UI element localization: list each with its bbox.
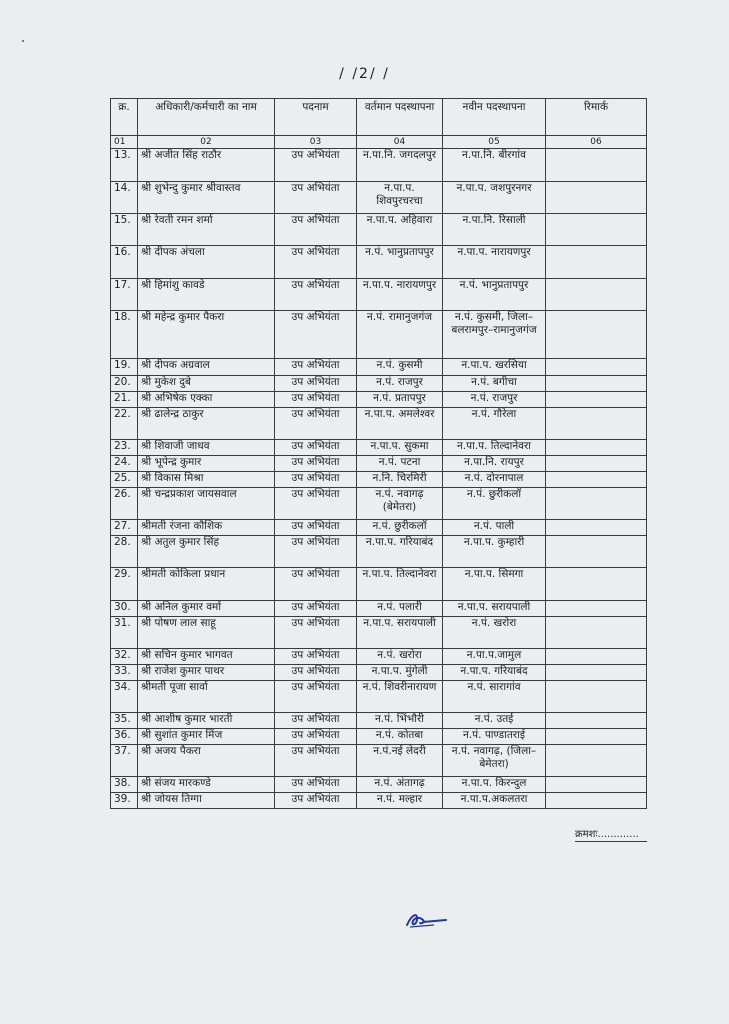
new-posting-cell: न.पा.प. कुम्हारी: [443, 536, 546, 568]
remark-cell: [546, 617, 647, 649]
designation-cell: उप अभियंता: [275, 311, 357, 359]
column-number: 05: [443, 136, 546, 149]
new-posting-cell: न.पं. सारागांव: [443, 681, 546, 713]
new-posting-cell: न.पा.नि. बीरगांव: [443, 149, 546, 182]
designation-cell: उप अभियंता: [275, 246, 357, 279]
name-cell: श्री जोयस तिग्गा: [138, 793, 275, 809]
table-row: [111, 214, 647, 246]
new-posting-cell: न.पा.प. जशपुरनगर: [443, 182, 546, 214]
name-cell: श्री सचिन कुमार भागवत: [138, 649, 275, 665]
serial-cell: 37.: [111, 745, 138, 777]
header-serial: क्र.: [111, 99, 138, 136]
serial-cell: 19.: [111, 359, 138, 376]
serial-cell: 15.: [111, 214, 138, 246]
header-designation: पदनाम: [275, 99, 357, 136]
current-posting-cell: न.पं. पलारी: [357, 601, 443, 617]
remark-cell: [546, 440, 647, 456]
table-header-row: [111, 99, 647, 136]
table-row: [111, 601, 647, 617]
designation-cell: उप अभियंता: [275, 745, 357, 777]
signature-icon: [404, 908, 448, 934]
name-cell: श्री महेन्द्र कुमार पैकरा: [138, 311, 275, 359]
remark-cell: [546, 729, 647, 745]
current-posting-cell: न.पं. भिंभौरी: [357, 713, 443, 729]
column-number: 03: [275, 136, 357, 149]
current-posting-cell: न.पा.प. नारायणपुर: [357, 279, 443, 311]
remark-cell: [546, 536, 647, 568]
table-row: [111, 649, 647, 665]
table-row: [111, 182, 647, 214]
current-posting-cell: न.पं. भानुप्रतापपुर: [357, 246, 443, 279]
name-cell: श्री अतुल कुमार सिंह: [138, 536, 275, 568]
name-cell: श्री अजीत सिंह राठौर: [138, 149, 275, 182]
name-cell: श्री सुशांत कुमार मिंज: [138, 729, 275, 745]
designation-cell: उप अभियंता: [275, 617, 357, 649]
remark-cell: [546, 601, 647, 617]
transfer-table: [110, 98, 647, 809]
serial-cell: 13.: [111, 149, 138, 182]
remark-cell: [546, 665, 647, 681]
current-posting-cell: न.पं. प्रतापपुर: [357, 392, 443, 408]
remark-cell: [546, 392, 647, 408]
remark-cell: [546, 649, 647, 665]
new-posting-cell: न.पं. दोरनापाल: [443, 472, 546, 488]
remark-cell: [546, 182, 647, 214]
table-row: [111, 359, 647, 376]
name-cell: श्रीमती रंजना कौशिक: [138, 520, 275, 536]
new-posting-cell: न.पं. छुरीकलॉ: [443, 488, 546, 520]
name-cell: श्री दीपक अग्रवाल: [138, 359, 275, 376]
name-cell: श्री शिवाजी जाधव: [138, 440, 275, 456]
table-row: [111, 488, 647, 520]
table-row: [111, 729, 647, 745]
current-posting-cell: न.पं. कोतबा: [357, 729, 443, 745]
serial-cell: 23.: [111, 440, 138, 456]
table-row: [111, 392, 647, 408]
serial-cell: 39.: [111, 793, 138, 809]
continued-label: क्रमशः.............: [575, 829, 639, 840]
new-posting-cell: न.पं. पाण्डातराई: [443, 729, 546, 745]
new-posting-cell: न.पा.प. नारायणपुर: [443, 246, 546, 279]
new-posting-cell: न.पा.प. सिमगा: [443, 568, 546, 601]
designation-cell: उप अभियंता: [275, 729, 357, 745]
new-posting-cell: न.पं. उतई: [443, 713, 546, 729]
serial-cell: 21.: [111, 392, 138, 408]
designation-cell: उप अभियंता: [275, 665, 357, 681]
designation-cell: उप अभियंता: [275, 149, 357, 182]
serial-cell: 14.: [111, 182, 138, 214]
name-cell: श्री हिमांशु कावडे: [138, 279, 275, 311]
serial-cell: 34.: [111, 681, 138, 713]
name-cell: श्री शुभेन्दु कुमार श्रीवास्तव: [138, 182, 275, 214]
current-posting-cell: न.पा.प. सुकमा: [357, 440, 443, 456]
name-cell: श्री भूपेन्द्र कुमार: [138, 456, 275, 472]
name-cell: श्री अजय पैकरा: [138, 745, 275, 777]
page-number: / /2/ /: [339, 66, 390, 82]
designation-cell: उप अभियंता: [275, 392, 357, 408]
designation-cell: उप अभियंता: [275, 793, 357, 809]
table-row: [111, 745, 647, 777]
serial-cell: 17.: [111, 279, 138, 311]
name-cell: श्री रेवती रमन शर्मा: [138, 214, 275, 246]
new-posting-cell: न.पा.नि. रायपुर: [443, 456, 546, 472]
name-cell: श्री ढालेन्द्र ठाकुर: [138, 408, 275, 440]
name-cell: श्री चन्द्रप्रकाश जायसवाल: [138, 488, 275, 520]
serial-cell: 28.: [111, 536, 138, 568]
name-cell: श्री संजय मारकण्डे: [138, 777, 275, 793]
designation-cell: उप अभियंता: [275, 649, 357, 665]
designation-cell: उप अभियंता: [275, 279, 357, 311]
table-row: [111, 777, 647, 793]
designation-cell: उप अभियंता: [275, 408, 357, 440]
new-posting-cell: न.पं. नवागढ़, (जिला–बेमेतरा): [443, 745, 546, 777]
name-cell: श्री दीपक अंचला: [138, 246, 275, 279]
table-row: [111, 713, 647, 729]
remark-cell: [546, 777, 647, 793]
continued-underline: [575, 841, 647, 842]
current-posting-cell: न.पा.प. गरियाबंद: [357, 536, 443, 568]
remark-cell: [546, 279, 647, 311]
serial-cell: 24.: [111, 456, 138, 472]
remark-cell: [546, 246, 647, 279]
new-posting-cell: न.पा.प. किरन्दुल: [443, 777, 546, 793]
current-posting-cell: न.पा.नि. जगदलपुर: [357, 149, 443, 182]
name-cell: श्री मुकेश दुबे: [138, 376, 275, 392]
remark-cell: [546, 149, 647, 182]
remark-cell: [546, 408, 647, 440]
serial-cell: 25.: [111, 472, 138, 488]
new-posting-cell: न.पा.प. खरसिया: [443, 359, 546, 376]
column-number: 06: [546, 136, 647, 149]
current-posting-cell: न.पं. रामानुजगंज: [357, 311, 443, 359]
remark-cell: [546, 472, 647, 488]
new-posting-cell: न.पा.प. तिल्दानेवरा: [443, 440, 546, 456]
designation-cell: उप अभियंता: [275, 376, 357, 392]
current-posting-cell: न.पं.नई लेदरी: [357, 745, 443, 777]
new-posting-cell: न.पा.प.अकलतरा: [443, 793, 546, 809]
name-cell: श्री अभिषेक एक्का: [138, 392, 275, 408]
serial-cell: 16.: [111, 246, 138, 279]
table-row: [111, 246, 647, 279]
column-number: 02: [138, 136, 275, 149]
current-posting-cell: न.पं. पटना: [357, 456, 443, 472]
remark-cell: [546, 568, 647, 601]
designation-cell: उप अभियंता: [275, 214, 357, 246]
column-number-row: [111, 136, 647, 149]
remark-cell: [546, 376, 647, 392]
new-posting-cell: न.पं. कुसमी, जिला–बलरामपुर–रामानुजगंज: [443, 311, 546, 359]
current-posting-cell: न.पा.प. अमलेश्वर: [357, 408, 443, 440]
table-row: [111, 536, 647, 568]
remark-cell: [546, 681, 647, 713]
table-row: [111, 681, 647, 713]
table-row: [111, 617, 647, 649]
table-row: [111, 279, 647, 311]
table-row: [111, 665, 647, 681]
name-cell: श्री विकास मिश्रा: [138, 472, 275, 488]
table-row: [111, 568, 647, 601]
new-posting-cell: न.पं. राजपुर: [443, 392, 546, 408]
table-row: [111, 456, 647, 472]
designation-cell: उप अभियंता: [275, 681, 357, 713]
serial-cell: 26.: [111, 488, 138, 520]
table-row: [111, 793, 647, 809]
name-cell: श्रीमती पूजा सार्वा: [138, 681, 275, 713]
serial-cell: 36.: [111, 729, 138, 745]
current-posting-cell: न.पा.प. सरायपाली: [357, 617, 443, 649]
designation-cell: उप अभियंता: [275, 568, 357, 601]
scan-speck: [22, 40, 24, 42]
new-posting-cell: न.पा.प.जामुल: [443, 649, 546, 665]
designation-cell: उप अभियंता: [275, 488, 357, 520]
table-row: [111, 311, 647, 359]
serial-cell: 30.: [111, 601, 138, 617]
current-posting-cell: न.पं. कुसमी: [357, 359, 443, 376]
serial-cell: 20.: [111, 376, 138, 392]
header-remark: रिमार्क: [546, 99, 647, 136]
serial-cell: 35.: [111, 713, 138, 729]
serial-cell: 31.: [111, 617, 138, 649]
new-posting-cell: न.पा.प. सरायपाली: [443, 601, 546, 617]
remark-cell: [546, 311, 647, 359]
designation-cell: उप अभियंता: [275, 713, 357, 729]
new-posting-cell: न.पा.प. गरियाबंद: [443, 665, 546, 681]
column-number: 01: [111, 136, 138, 149]
header-name: अधिकारी/कर्मचारी का नाम: [138, 99, 275, 136]
serial-cell: 29.: [111, 568, 138, 601]
current-posting-cell: न.नि. चिरमिरी: [357, 472, 443, 488]
header-new-posting: नवीन पदस्थापना: [443, 99, 546, 136]
new-posting-cell: न.पं. भानुप्रतापपुर: [443, 279, 546, 311]
current-posting-cell: न.पं. नवागढ़ (बेमेतरा): [357, 488, 443, 520]
new-posting-cell: न.पं. बगीचा: [443, 376, 546, 392]
remark-cell: [546, 359, 647, 376]
remark-cell: [546, 793, 647, 809]
new-posting-cell: न.पं. गौरेला: [443, 408, 546, 440]
designation-cell: उप अभियंता: [275, 359, 357, 376]
name-cell: श्री राजेश कुमार पाथर: [138, 665, 275, 681]
current-posting-cell: न.पा.प. तिल्दानेवरा: [357, 568, 443, 601]
current-posting-cell: न.पा.प. मुंगेली: [357, 665, 443, 681]
current-posting-cell: न.पं. मल्हार: [357, 793, 443, 809]
current-posting-cell: न.पा.प. अहिवारा: [357, 214, 443, 246]
current-posting-cell: न.पं. शिवरीनारायण: [357, 681, 443, 713]
designation-cell: उप अभियंता: [275, 536, 357, 568]
designation-cell: उप अभियंता: [275, 601, 357, 617]
table-row: [111, 440, 647, 456]
new-posting-cell: न.पा.नि. रिसाली: [443, 214, 546, 246]
remark-cell: [546, 456, 647, 472]
serial-cell: 27.: [111, 520, 138, 536]
new-posting-cell: न.पं. खरोरा: [443, 617, 546, 649]
designation-cell: उप अभियंता: [275, 182, 357, 214]
table-row: [111, 149, 647, 182]
table-row: [111, 408, 647, 440]
serial-cell: 38.: [111, 777, 138, 793]
serial-cell: 22.: [111, 408, 138, 440]
remark-cell: [546, 713, 647, 729]
designation-cell: उप अभियंता: [275, 777, 357, 793]
table-row: [111, 472, 647, 488]
designation-cell: उप अभियंता: [275, 440, 357, 456]
current-posting-cell: न.पं. राजपुर: [357, 376, 443, 392]
designation-cell: उप अभियंता: [275, 472, 357, 488]
remark-cell: [546, 745, 647, 777]
name-cell: श्री अनिल कुमार वर्मा: [138, 601, 275, 617]
serial-cell: 32.: [111, 649, 138, 665]
designation-cell: उप अभियंता: [275, 456, 357, 472]
name-cell: श्रीमती कोकिला प्रधान: [138, 568, 275, 601]
serial-cell: 18.: [111, 311, 138, 359]
new-posting-cell: न.पं. पाली: [443, 520, 546, 536]
serial-cell: 33.: [111, 665, 138, 681]
remark-cell: [546, 488, 647, 520]
current-posting-cell: न.पं. अंतागढ़: [357, 777, 443, 793]
name-cell: श्री पोषण लाल साहू: [138, 617, 275, 649]
remark-cell: [546, 214, 647, 246]
remark-cell: [546, 520, 647, 536]
header-current-posting: वर्तमान पदस्थापना: [357, 99, 443, 136]
name-cell: श्री आशीष कुमार भारती: [138, 713, 275, 729]
designation-cell: उप अभियंता: [275, 520, 357, 536]
table-row: [111, 520, 647, 536]
table-row: [111, 376, 647, 392]
column-number: 04: [357, 136, 443, 149]
current-posting-cell: न.पं. छुरीकलॉ: [357, 520, 443, 536]
current-posting-cell: न.पा.प. शिवपुरचरचा: [357, 182, 443, 214]
current-posting-cell: न.पं. खरोरा: [357, 649, 443, 665]
